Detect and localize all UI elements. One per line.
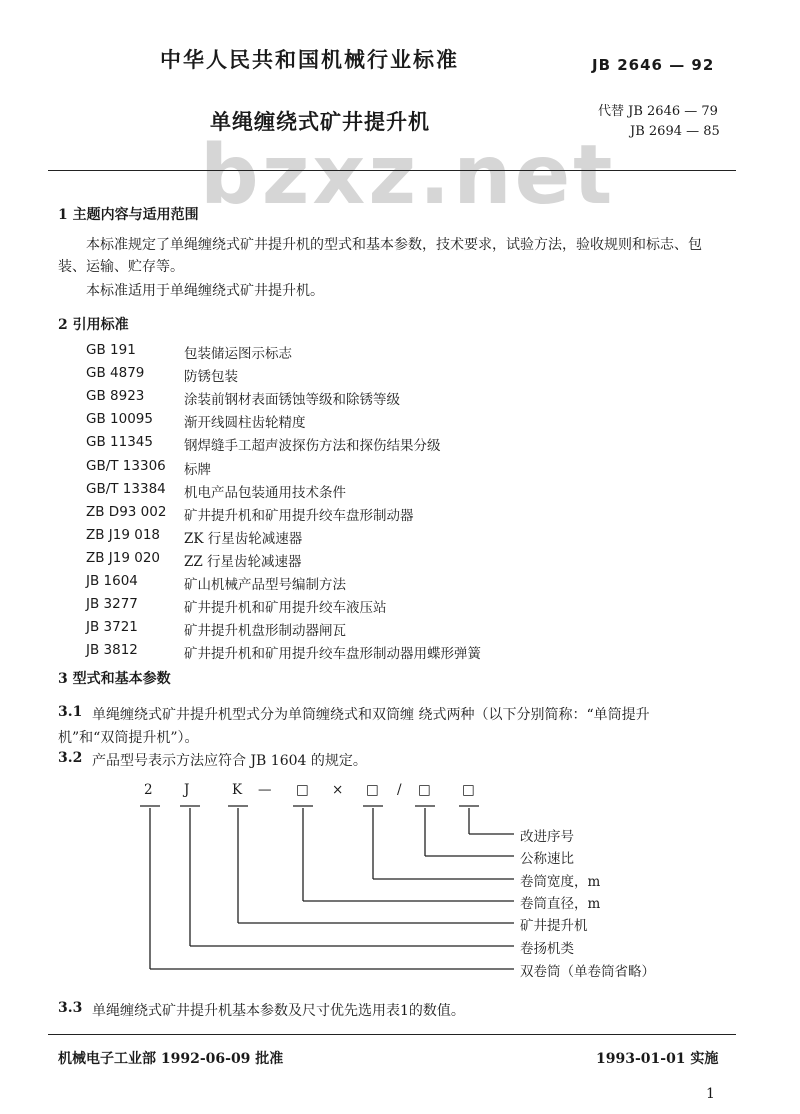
- reference-code: GB 191: [86, 342, 136, 358]
- standard-code: JB 2646 — 92: [592, 56, 715, 74]
- reference-title: 矿山机械产品型号编制方法: [184, 577, 346, 593]
- reference-code: GB 8923: [86, 388, 145, 404]
- reference-code: JB 1604: [86, 573, 138, 589]
- document-title: 单绳缠绕式矿井提升机: [210, 109, 430, 134]
- label-revision-number: 改进序号: [520, 829, 574, 845]
- model-char-box-diameter: □: [296, 782, 309, 798]
- model-char-slash: /: [397, 782, 402, 798]
- clause-3-3-number: 3.3: [58, 1000, 83, 1016]
- label-drum-diameter: 卷筒直径，m: [520, 896, 601, 912]
- reference-title: 机电产品包装通用技术条件: [184, 485, 346, 501]
- section-1-heading: 1 主题内容与适用范围: [58, 207, 199, 223]
- model-char-times: ×: [332, 782, 344, 798]
- model-char-j: J: [184, 782, 190, 798]
- model-char-box-ratio: □: [418, 782, 431, 798]
- reference-code: GB 11345: [86, 434, 153, 450]
- reference-title: 矿井提升机和矿用提升绞车液压站: [184, 600, 387, 616]
- approval-line: 机械电子工业部 1992-06-09 批准: [58, 1051, 284, 1067]
- reference-code: ZB D93 002: [86, 504, 167, 520]
- issuing-body: 中华人民共和国机械行业标准: [160, 47, 459, 72]
- model-char-k: K: [232, 782, 243, 798]
- clause-3-3-text: 单绳缠绕式矿井提升机基本参数及尺寸优先选用表1的数值。: [92, 1003, 465, 1019]
- reference-title: 矿井提升机和矿用提升绞车盘形制动器: [184, 508, 414, 524]
- label-mine-hoist: 矿井提升机: [520, 918, 588, 934]
- effective-date: 1993-01-01 实施: [596, 1051, 719, 1067]
- reference-code: JB 3721: [86, 619, 138, 635]
- label-nominal-ratio: 公称速比: [520, 851, 574, 867]
- reference-title: ZZ 行星齿轮减速器: [184, 554, 302, 570]
- clause-3-1-text: 单绳缠绕式矿井提升机型式分为单筒缠绕式和双筒缠 绕式两种（以下分别简称：“单筒提升: [92, 707, 650, 723]
- reference-code: GB 4879: [86, 365, 145, 381]
- page-number: 1: [706, 1086, 715, 1102]
- reference-code: GB 10095: [86, 411, 153, 427]
- reference-title: 钢焊缝手工超声波探伤方法和探伤结果分级: [184, 438, 441, 454]
- clause-3-1-text-cont: 机”和“双筒提升机”）。: [58, 730, 199, 746]
- footer-rule: [48, 1034, 736, 1035]
- reference-title: 渐开线圆柱齿轮精度: [184, 415, 306, 431]
- reference-code: JB 3812: [86, 642, 138, 658]
- label-drum-width: 卷筒宽度，m: [520, 874, 601, 890]
- reference-title: 防锈包装: [184, 369, 238, 385]
- reference-title: 包装储运图示标志: [184, 346, 292, 362]
- reference-code: GB/T 13306: [86, 458, 166, 474]
- model-char-box-revision: □: [462, 782, 475, 798]
- reference-code: ZB J19 020: [86, 550, 161, 566]
- clause-3-1-number: 3.1: [58, 704, 83, 720]
- clause-3-2-number: 3.2: [58, 750, 83, 766]
- section-3-heading: 3 型式和基本参数: [58, 671, 171, 687]
- section-1-para-1: 本标准规定了单绳缠绕式矿井提升机的型式和基本参数，技术要求，试验方法，验收规则和标志、包: [86, 237, 702, 253]
- model-char-dash: —: [258, 782, 272, 798]
- reference-title: 标牌: [184, 462, 211, 478]
- replaces-line-2: JB 2694 — 85: [630, 124, 720, 139]
- replaces-line-1: 代替 JB 2646 — 79: [598, 104, 718, 119]
- clause-3-2-text: 产品型号表示方法应符合 JB 1604 的规定。: [92, 753, 367, 769]
- model-char-box-width: □: [366, 782, 379, 798]
- reference-code: ZB J19 018: [86, 527, 161, 543]
- label-winch-class: 卷扬机类: [520, 941, 574, 957]
- reference-title: ZK 行星齿轮减速器: [184, 531, 303, 547]
- model-char-2: 2: [144, 782, 153, 798]
- section-2-heading: 2 引用标准: [58, 317, 129, 333]
- section-1-para-1-cont: 装、运输、贮存等。: [58, 259, 184, 275]
- reference-code: JB 3277: [86, 596, 138, 612]
- section-1-para-2: 本标准适用于单绳缠绕式矿井提升机。: [86, 283, 324, 299]
- label-double-drum: 双卷筒（单卷筒省略）: [520, 964, 655, 980]
- reference-title: 涂装前钢材表面锈蚀等级和除锈等级: [184, 392, 400, 408]
- watermark: bzxz.net: [200, 128, 616, 223]
- reference-title: 矿井提升机和矿用提升绞车盘形制动器用蝶形弹簧: [184, 646, 481, 662]
- reference-code: GB/T 13384: [86, 481, 166, 497]
- reference-title: 矿井提升机盘形制动器闸瓦: [184, 623, 346, 639]
